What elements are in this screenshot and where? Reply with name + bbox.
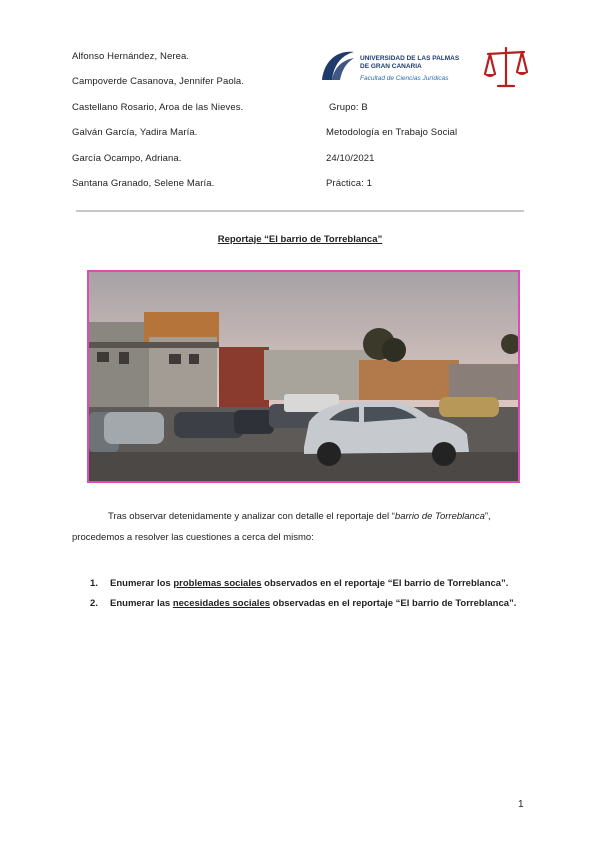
subject-label: Metodología en Trabajo Social — [326, 127, 458, 138]
question-text: Enumerar las — [110, 598, 173, 609]
author-name: Campoverde Casanova, Jennifer Paola. — [72, 76, 245, 87]
neighborhood-photo — [87, 270, 520, 483]
author-name: Galván García, Yadira María. — [72, 127, 198, 138]
question-item — [90, 578, 508, 589]
question-number: 1. — [90, 578, 98, 589]
question-number: 2. — [90, 598, 98, 609]
question-text: Enumerar los — [110, 578, 174, 589]
header-divider — [76, 210, 524, 212]
author-name: Alfonso Hernández, Nerea. — [72, 51, 190, 62]
ulpgc-emblem-icon — [318, 46, 358, 86]
question-text: observadas en el reportaje “El barrio de Torreblanca”. — [270, 598, 517, 609]
question-item — [90, 598, 516, 609]
street-scene-illustration — [89, 272, 518, 481]
question-text: observados en el reportaje “El barrio de Torreblanca”. — [261, 578, 509, 589]
group-label: Grupo: B — [329, 102, 368, 113]
logo-line-3: Facultad de Ciencias Jurídicas — [360, 75, 449, 82]
university-logo — [318, 44, 468, 92]
practice-label: Práctica: 1 — [326, 178, 372, 189]
logo-line-2: DE GRAN CANARIA — [360, 63, 422, 70]
date-label: 24/10/2021 — [326, 153, 375, 164]
page-title: Reportaje “El barrio de Torreblanca” — [217, 234, 383, 245]
author-name: García Ocampo, Adriana. — [72, 153, 182, 164]
intro-text-b: ”, — [484, 511, 491, 522]
intro-text-italic: barrio de Torreblanca — [394, 511, 485, 522]
question-key-term: necesidades sociales — [172, 598, 271, 609]
page-number: 1 — [518, 799, 524, 810]
question-key-term: problemas sociales — [173, 578, 262, 589]
intro-line-2: procedemos a resolver las cuestiones a cerca del mismo: — [72, 532, 314, 543]
intro-line-1 — [108, 511, 491, 522]
scales-of-justice-icon — [482, 44, 530, 90]
author-name: Santana Granado, Selene María. — [72, 178, 215, 189]
logo-line-1: UNIVERSIDAD DE LAS PALMAS — [360, 55, 460, 62]
intro-text-a: Tras observar detenidamente y analizar con detalle el reportaje del “ — [108, 511, 395, 522]
author-name: Castellano Rosario, Aroa de las Nieves. — [72, 102, 244, 113]
